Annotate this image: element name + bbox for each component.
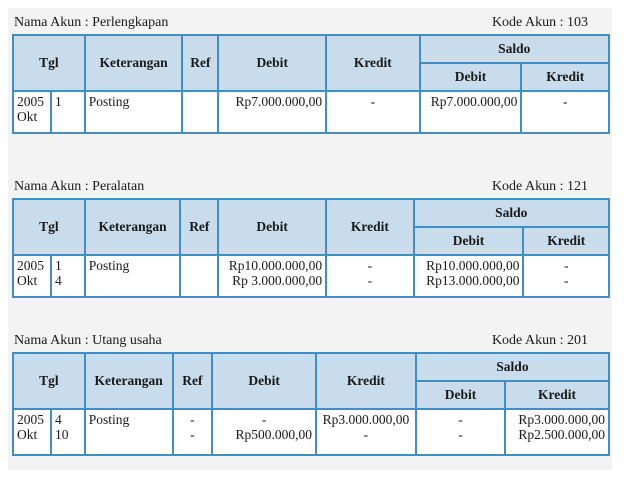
ledger-page — [8, 8, 612, 470]
col-keterangan: Keterangan — [85, 353, 173, 409]
ledger-header — [12, 330, 612, 352]
col-saldo: Saldo — [416, 353, 609, 381]
cell-day: 1 4 — [51, 255, 85, 297]
col-saldo-debit: Debit — [420, 63, 522, 91]
account-name: Nama Akun : Perlengkapan — [14, 15, 169, 30]
col-saldo: Saldo — [420, 35, 609, 63]
col-tgl: Tgl — [13, 199, 85, 255]
col-debit: Debit — [218, 35, 326, 91]
account-code: Kode Akun : 121 — [491, 179, 588, 194]
col-saldo-debit: Debit — [416, 381, 505, 409]
cell-ref — [180, 255, 218, 297]
cell-keterangan: Posting — [85, 91, 183, 133]
cell-day: 4 10 — [51, 409, 85, 455]
cell-day: 1 — [51, 91, 85, 133]
col-kredit: Kredit — [326, 35, 419, 91]
col-saldo-kredit: Kredit — [523, 227, 609, 255]
cell-year: 2005 Okt — [13, 409, 51, 455]
cell-ref — [182, 91, 218, 133]
cell-year: 2005 Okt — [13, 91, 51, 133]
account-code: Kode Akun : 201 — [491, 333, 588, 348]
col-ref: Ref — [180, 199, 218, 255]
account-name: Nama Akun : Utang usaha — [14, 333, 162, 348]
ledger-utang-usaha — [12, 330, 612, 456]
col-keterangan: Keterangan — [85, 199, 181, 255]
cell-kredit: - — [326, 91, 419, 133]
cell-saldo-kredit: Rp3.000.000,00 Rp2.500.000,00 — [505, 409, 609, 455]
col-saldo-debit: Debit — [414, 227, 524, 255]
col-tgl: Tgl — [13, 353, 85, 409]
col-debit: Debit — [212, 353, 316, 409]
cell-saldo-kredit: - - — [523, 255, 609, 297]
ledger-header — [12, 176, 612, 198]
table-row — [13, 255, 609, 297]
col-kredit: Kredit — [326, 199, 413, 255]
account-name: Nama Akun : Peralatan — [14, 179, 145, 194]
cell-debit: - Rp500.000,00 — [212, 409, 316, 455]
ledger-peralatan — [12, 176, 612, 298]
cell-saldo-debit: - - — [416, 409, 505, 455]
cell-saldo-kredit: - — [521, 91, 609, 133]
col-kredit: Kredit — [316, 353, 416, 409]
cell-keterangan: Posting — [85, 255, 181, 297]
cell-saldo-debit: Rp10.000.000,00 Rp13.000.000,00 — [414, 255, 524, 297]
table-row — [13, 409, 609, 455]
col-tgl: Tgl — [13, 35, 85, 91]
cell-ref: - - — [173, 409, 213, 455]
col-debit: Debit — [218, 199, 326, 255]
cell-saldo-debit: Rp7.000.000,00 — [420, 91, 522, 133]
ledger-table — [12, 34, 610, 134]
ledger-table — [12, 352, 610, 456]
col-saldo: Saldo — [414, 199, 609, 227]
cell-debit: Rp7.000.000,00 — [218, 91, 326, 133]
col-ref: Ref — [182, 35, 218, 91]
ledger-perlengkapan — [12, 12, 612, 134]
ledger-header — [12, 12, 612, 34]
cell-kredit: - - — [326, 255, 413, 297]
col-saldo-kredit: Kredit — [521, 63, 609, 91]
cell-debit: Rp10.000.000,00 Rp 3.000.000,00 — [218, 255, 326, 297]
ledger-table — [12, 198, 610, 298]
cell-keterangan: Posting — [85, 409, 173, 455]
cell-kredit: Rp3.000.000,00 - — [316, 409, 416, 455]
col-keterangan: Keterangan — [85, 35, 183, 91]
cell-year: 2005 Okt — [13, 255, 51, 297]
col-saldo-kredit: Kredit — [505, 381, 609, 409]
account-code: Kode Akun : 103 — [491, 15, 588, 30]
table-row — [13, 91, 609, 133]
col-ref: Ref — [173, 353, 213, 409]
